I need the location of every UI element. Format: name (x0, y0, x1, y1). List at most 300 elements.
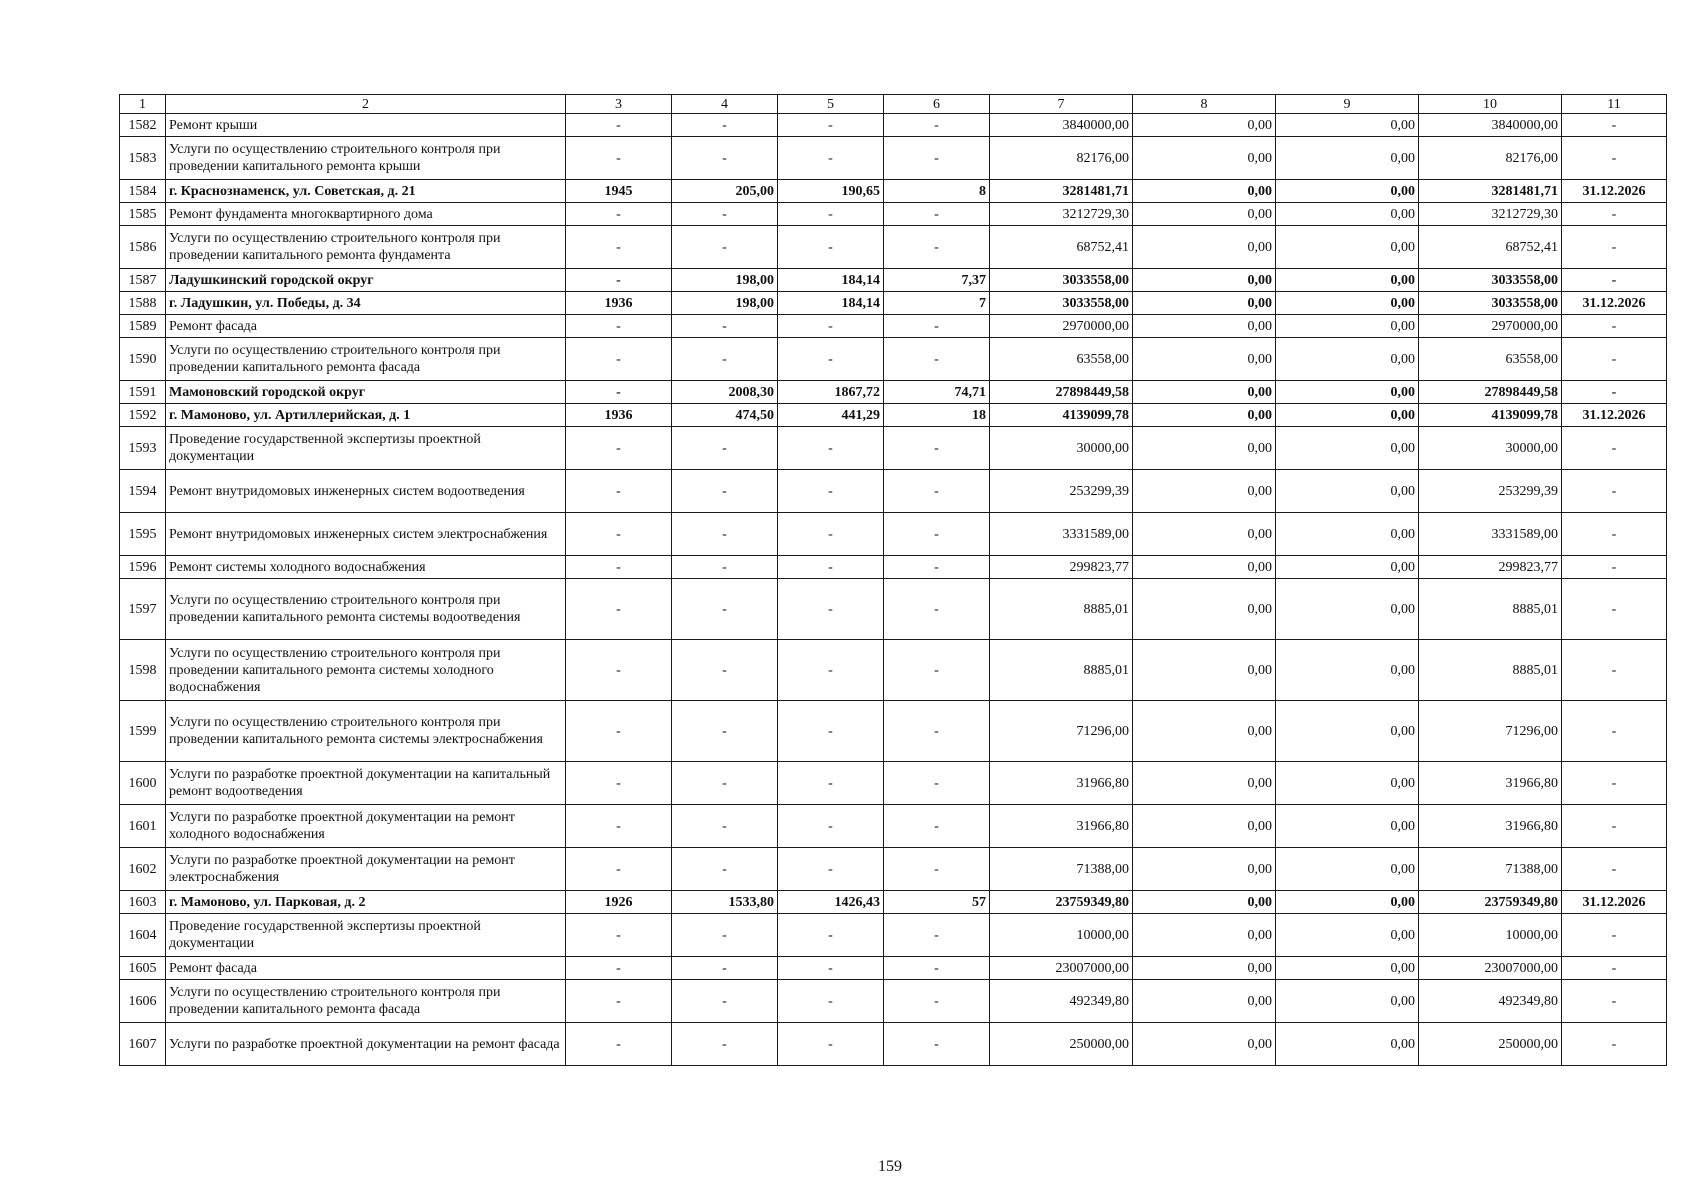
header-cell: 1 (120, 95, 166, 114)
build-year-cell: 1945 (566, 180, 672, 203)
living-area-cell: - (778, 701, 884, 762)
build-year-cell: - (566, 381, 672, 404)
table-row (120, 404, 1667, 427)
build-year-cell: - (566, 427, 672, 470)
cost-col-10-cell: 10000,00 (1419, 914, 1562, 957)
cost-total-cell: 31966,80 (990, 805, 1133, 848)
row-number-cell: 1590 (120, 338, 166, 381)
table-row (120, 762, 1667, 805)
table-row (120, 1023, 1667, 1066)
living-area-cell: - (778, 1023, 884, 1066)
cost-col-10-cell: 63558,00 (1419, 338, 1562, 381)
cost-total-cell: 3033558,00 (990, 269, 1133, 292)
cost-total-cell: 63558,00 (990, 338, 1133, 381)
work-name-cell: Услуги по разработке проектной документации на ремонт электроснабжения (166, 848, 566, 891)
table-row (120, 701, 1667, 762)
work-name-cell: г. Мамоново, ул. Парковая, д. 2 (166, 891, 566, 914)
row-number-cell: 1586 (120, 226, 166, 269)
work-name-cell: Ремонт крыши (166, 114, 566, 137)
row-number-cell: 1591 (120, 381, 166, 404)
cost-col-10-cell: 71296,00 (1419, 701, 1562, 762)
cost-col-10-cell: 250000,00 (1419, 1023, 1562, 1066)
residents-count-cell: - (884, 1023, 990, 1066)
living-area-cell: 184,14 (778, 269, 884, 292)
row-number-cell: 1601 (120, 805, 166, 848)
cost-col-9-cell: 0,00 (1276, 470, 1419, 513)
cost-total-cell: 71296,00 (990, 701, 1133, 762)
total-area-cell: 2008,30 (672, 381, 778, 404)
cost-col-9-cell: 0,00 (1276, 762, 1419, 805)
living-area-cell: - (778, 427, 884, 470)
total-area-cell: - (672, 914, 778, 957)
work-name-cell: Услуги по осуществлению строительного контроля при проведении капитального ремонта крыши (166, 137, 566, 180)
cost-col-8-cell: 0,00 (1133, 292, 1276, 315)
total-area-cell: - (672, 226, 778, 269)
cost-col-9-cell: 0,00 (1276, 513, 1419, 556)
table-row (120, 556, 1667, 579)
work-name-cell: г. Краснознаменск, ул. Советская, д. 21 (166, 180, 566, 203)
work-name-cell: Услуги по осуществлению строительного контроля при проведении капитального ремонта фундамента (166, 226, 566, 269)
deadline-cell: - (1562, 1023, 1667, 1066)
living-area-cell: - (778, 914, 884, 957)
cost-col-10-cell: 27898449,58 (1419, 381, 1562, 404)
cost-col-8-cell: 0,00 (1133, 427, 1276, 470)
residents-count-cell: - (884, 579, 990, 640)
total-area-cell: - (672, 848, 778, 891)
total-area-cell: - (672, 203, 778, 226)
build-year-cell: - (566, 1023, 672, 1066)
cost-col-8-cell: 0,00 (1133, 762, 1276, 805)
deadline-cell: - (1562, 640, 1667, 701)
deadline-cell: 31.12.2026 (1562, 292, 1667, 315)
build-year-cell: - (566, 315, 672, 338)
cost-col-9-cell: 0,00 (1276, 891, 1419, 914)
deadline-cell: - (1562, 957, 1667, 980)
living-area-cell: 184,14 (778, 292, 884, 315)
living-area-cell: 1867,72 (778, 381, 884, 404)
total-area-cell: - (672, 701, 778, 762)
build-year-cell: - (566, 338, 672, 381)
table-row (120, 957, 1667, 980)
build-year-cell: - (566, 848, 672, 891)
row-number-cell: 1589 (120, 315, 166, 338)
cost-total-cell: 30000,00 (990, 427, 1133, 470)
living-area-cell: - (778, 762, 884, 805)
cost-total-cell: 2970000,00 (990, 315, 1133, 338)
cost-col-8-cell: 0,00 (1133, 1023, 1276, 1066)
work-name-cell: Ремонт фундамента многоквартирного дома (166, 203, 566, 226)
table-row (120, 427, 1667, 470)
cost-col-10-cell: 31966,80 (1419, 805, 1562, 848)
work-name-cell: Ремонт внутридомовых инженерных систем водоотведения (166, 470, 566, 513)
build-year-cell: - (566, 269, 672, 292)
total-area-cell: - (672, 957, 778, 980)
cost-total-cell: 3281481,71 (990, 180, 1133, 203)
header-cell: 7 (990, 95, 1133, 114)
work-name-cell: Ремонт фасада (166, 315, 566, 338)
cost-col-9-cell: 0,00 (1276, 914, 1419, 957)
work-name-cell: Услуги по разработке проектной документации на ремонт фасада (166, 1023, 566, 1066)
row-number-cell: 1592 (120, 404, 166, 427)
row-number-cell: 1605 (120, 957, 166, 980)
cost-col-9-cell: 0,00 (1276, 980, 1419, 1023)
cost-col-9-cell: 0,00 (1276, 137, 1419, 180)
cost-total-cell: 10000,00 (990, 914, 1133, 957)
living-area-cell: - (778, 579, 884, 640)
work-name-cell: Услуги по осуществлению строительного контроля при проведении капитального ремонта системы холодного водоснабжения (166, 640, 566, 701)
work-name-cell: Проведение государственной экспертизы проектной документации (166, 427, 566, 470)
build-year-cell: - (566, 805, 672, 848)
deadline-cell: - (1562, 914, 1667, 957)
cost-total-cell: 27898449,58 (990, 381, 1133, 404)
cost-total-cell: 71388,00 (990, 848, 1133, 891)
deadline-cell: - (1562, 315, 1667, 338)
build-year-cell: - (566, 203, 672, 226)
cost-col-8-cell: 0,00 (1133, 338, 1276, 381)
work-name-cell: Ремонт фасада (166, 957, 566, 980)
cost-col-9-cell: 0,00 (1276, 381, 1419, 404)
total-area-cell: - (672, 556, 778, 579)
residents-count-cell: - (884, 226, 990, 269)
cost-col-10-cell: 3840000,00 (1419, 114, 1562, 137)
table-row (120, 470, 1667, 513)
living-area-cell: - (778, 338, 884, 381)
header-cell: 5 (778, 95, 884, 114)
table-row (120, 980, 1667, 1023)
table-row (120, 513, 1667, 556)
cost-col-8-cell: 0,00 (1133, 891, 1276, 914)
living-area-cell: - (778, 114, 884, 137)
header-cell: 2 (166, 95, 566, 114)
cost-col-10-cell: 71388,00 (1419, 848, 1562, 891)
deadline-cell: - (1562, 381, 1667, 404)
living-area-cell: - (778, 805, 884, 848)
cost-col-10-cell: 23759349,80 (1419, 891, 1562, 914)
residents-count-cell: - (884, 338, 990, 381)
row-number-cell: 1599 (120, 701, 166, 762)
table-row (120, 381, 1667, 404)
table-row (120, 180, 1667, 203)
table-row (120, 114, 1667, 137)
deadline-cell: - (1562, 338, 1667, 381)
row-number-cell: 1597 (120, 579, 166, 640)
cost-total-cell: 23007000,00 (990, 957, 1133, 980)
build-year-cell: - (566, 701, 672, 762)
cost-total-cell: 82176,00 (990, 137, 1133, 180)
build-year-cell: - (566, 556, 672, 579)
residents-count-cell: - (884, 762, 990, 805)
cost-col-9-cell: 0,00 (1276, 404, 1419, 427)
header-cell: 9 (1276, 95, 1419, 114)
residents-count-cell: - (884, 805, 990, 848)
row-number-cell: 1602 (120, 848, 166, 891)
cost-col-8-cell: 0,00 (1133, 848, 1276, 891)
residents-count-cell: 74,71 (884, 381, 990, 404)
works-table (119, 94, 1667, 1066)
total-area-cell: 1533,80 (672, 891, 778, 914)
table-row (120, 640, 1667, 701)
living-area-cell: - (778, 315, 884, 338)
build-year-cell: 1926 (566, 891, 672, 914)
row-number-cell: 1587 (120, 269, 166, 292)
row-number-cell: 1604 (120, 914, 166, 957)
cost-col-9-cell: 0,00 (1276, 269, 1419, 292)
total-area-cell: - (672, 513, 778, 556)
cost-col-9-cell: 0,00 (1276, 957, 1419, 980)
residents-count-cell: 8 (884, 180, 990, 203)
residents-count-cell: - (884, 513, 990, 556)
total-area-cell: - (672, 762, 778, 805)
cost-col-10-cell: 82176,00 (1419, 137, 1562, 180)
cost-col-10-cell: 4139099,78 (1419, 404, 1562, 427)
cost-col-8-cell: 0,00 (1133, 114, 1276, 137)
residents-count-cell: - (884, 556, 990, 579)
cost-total-cell: 4139099,78 (990, 404, 1133, 427)
cost-col-9-cell: 0,00 (1276, 579, 1419, 640)
header-row (120, 95, 1667, 114)
deadline-cell: - (1562, 137, 1667, 180)
residents-count-cell: - (884, 114, 990, 137)
cost-col-10-cell: 3212729,30 (1419, 203, 1562, 226)
cost-col-10-cell: 30000,00 (1419, 427, 1562, 470)
row-number-cell: 1583 (120, 137, 166, 180)
total-area-cell: - (672, 315, 778, 338)
living-area-cell: - (778, 470, 884, 513)
cost-total-cell: 8885,01 (990, 640, 1133, 701)
total-area-cell: - (672, 470, 778, 513)
table-row (120, 315, 1667, 338)
residents-count-cell: - (884, 203, 990, 226)
cost-col-9-cell: 0,00 (1276, 848, 1419, 891)
build-year-cell: - (566, 513, 672, 556)
work-name-cell: Услуги по осуществлению строительного контроля при проведении капитального ремонта фасада (166, 980, 566, 1023)
row-number-cell: 1603 (120, 891, 166, 914)
header-cell: 8 (1133, 95, 1276, 114)
build-year-cell: 1936 (566, 404, 672, 427)
cost-col-8-cell: 0,00 (1133, 579, 1276, 640)
cost-col-9-cell: 0,00 (1276, 338, 1419, 381)
living-area-cell: 1426,43 (778, 891, 884, 914)
work-name-cell: Ремонт системы холодного водоснабжения (166, 556, 566, 579)
build-year-cell: - (566, 226, 672, 269)
residents-count-cell: 57 (884, 891, 990, 914)
cost-total-cell: 68752,41 (990, 226, 1133, 269)
header-cell: 3 (566, 95, 672, 114)
table-row (120, 914, 1667, 957)
deadline-cell: - (1562, 427, 1667, 470)
build-year-cell: 1936 (566, 292, 672, 315)
cost-col-9-cell: 0,00 (1276, 640, 1419, 701)
deadline-cell: 31.12.2026 (1562, 404, 1667, 427)
living-area-cell: - (778, 957, 884, 980)
total-area-cell: - (672, 114, 778, 137)
row-number-cell: 1595 (120, 513, 166, 556)
living-area-cell: - (778, 980, 884, 1023)
residents-count-cell: 7 (884, 292, 990, 315)
build-year-cell: - (566, 762, 672, 805)
work-name-cell: Услуги по разработке проектной документации на ремонт холодного водоснабжения (166, 805, 566, 848)
cost-col-8-cell: 0,00 (1133, 513, 1276, 556)
cost-col-10-cell: 3033558,00 (1419, 292, 1562, 315)
cost-col-10-cell: 299823,77 (1419, 556, 1562, 579)
build-year-cell: - (566, 914, 672, 957)
deadline-cell: - (1562, 513, 1667, 556)
work-name-cell: г. Ладушкин, ул. Победы, д. 34 (166, 292, 566, 315)
build-year-cell: - (566, 579, 672, 640)
work-name-cell: Проведение государственной экспертизы проектной документации (166, 914, 566, 957)
cost-col-8-cell: 0,00 (1133, 226, 1276, 269)
living-area-cell: - (778, 848, 884, 891)
cost-col-9-cell: 0,00 (1276, 427, 1419, 470)
living-area-cell: - (778, 137, 884, 180)
cost-col-8-cell: 0,00 (1133, 640, 1276, 701)
deadline-cell: - (1562, 203, 1667, 226)
table-row (120, 203, 1667, 226)
total-area-cell: 474,50 (672, 404, 778, 427)
residents-count-cell: - (884, 137, 990, 180)
living-area-cell: - (778, 513, 884, 556)
cost-col-10-cell: 23007000,00 (1419, 957, 1562, 980)
deadline-cell: - (1562, 269, 1667, 292)
residents-count-cell: - (884, 914, 990, 957)
table-row (120, 137, 1667, 180)
cost-col-9-cell: 0,00 (1276, 556, 1419, 579)
table-row (120, 891, 1667, 914)
cost-total-cell: 3212729,30 (990, 203, 1133, 226)
table-row (120, 292, 1667, 315)
cost-col-8-cell: 0,00 (1133, 180, 1276, 203)
header-cell: 6 (884, 95, 990, 114)
cost-col-9-cell: 0,00 (1276, 203, 1419, 226)
cost-col-9-cell: 0,00 (1276, 226, 1419, 269)
table-row (120, 848, 1667, 891)
build-year-cell: - (566, 957, 672, 980)
residents-count-cell: - (884, 848, 990, 891)
table-row (120, 269, 1667, 292)
cost-col-8-cell: 0,00 (1133, 203, 1276, 226)
cost-col-8-cell: 0,00 (1133, 381, 1276, 404)
cost-col-10-cell: 492349,80 (1419, 980, 1562, 1023)
deadline-cell: - (1562, 762, 1667, 805)
table-row (120, 338, 1667, 381)
work-name-cell: Услуги по осуществлению строительного контроля при проведении капитального ремонта системы водоотведения (166, 579, 566, 640)
residents-count-cell: - (884, 315, 990, 338)
total-area-cell: - (672, 338, 778, 381)
header-cell: 10 (1419, 95, 1562, 114)
row-number-cell: 1582 (120, 114, 166, 137)
cost-total-cell: 23759349,80 (990, 891, 1133, 914)
cost-total-cell: 8885,01 (990, 579, 1133, 640)
cost-col-9-cell: 0,00 (1276, 180, 1419, 203)
deadline-cell: - (1562, 579, 1667, 640)
total-area-cell: - (672, 427, 778, 470)
living-area-cell: - (778, 640, 884, 701)
total-area-cell: - (672, 579, 778, 640)
header-cell: 11 (1562, 95, 1667, 114)
deadline-cell: 31.12.2026 (1562, 180, 1667, 203)
row-number-cell: 1600 (120, 762, 166, 805)
page-number: 159 (878, 1158, 902, 1175)
row-number-cell: 1584 (120, 180, 166, 203)
table-row (120, 226, 1667, 269)
residents-count-cell: - (884, 980, 990, 1023)
cost-col-8-cell: 0,00 (1133, 470, 1276, 513)
cost-total-cell: 250000,00 (990, 1023, 1133, 1066)
cost-col-8-cell: 0,00 (1133, 957, 1276, 980)
cost-col-8-cell: 0,00 (1133, 805, 1276, 848)
cost-col-10-cell: 3331589,00 (1419, 513, 1562, 556)
work-name-cell: Ремонт внутридомовых инженерных систем электроснабжения (166, 513, 566, 556)
total-area-cell: - (672, 640, 778, 701)
cost-col-9-cell: 0,00 (1276, 701, 1419, 762)
row-number-cell: 1606 (120, 980, 166, 1023)
total-area-cell: - (672, 980, 778, 1023)
deadline-cell: - (1562, 701, 1667, 762)
row-number-cell: 1596 (120, 556, 166, 579)
work-name-cell: г. Мамоново, ул. Артиллерийская, д. 1 (166, 404, 566, 427)
cost-col-9-cell: 0,00 (1276, 315, 1419, 338)
residents-count-cell: - (884, 701, 990, 762)
deadline-cell: 31.12.2026 (1562, 891, 1667, 914)
living-area-cell: - (778, 556, 884, 579)
cost-col-8-cell: 0,00 (1133, 269, 1276, 292)
cost-total-cell: 299823,77 (990, 556, 1133, 579)
cost-col-9-cell: 0,00 (1276, 805, 1419, 848)
residents-count-cell: - (884, 640, 990, 701)
living-area-cell: 190,65 (778, 180, 884, 203)
cost-col-10-cell: 3281481,71 (1419, 180, 1562, 203)
build-year-cell: - (566, 470, 672, 513)
cost-col-9-cell: 0,00 (1276, 114, 1419, 137)
total-area-cell: 198,00 (672, 269, 778, 292)
total-area-cell: 198,00 (672, 292, 778, 315)
cost-col-9-cell: 0,00 (1276, 292, 1419, 315)
work-name-cell: Услуги по осуществлению строительного контроля при проведении капитального ремонта фасада (166, 338, 566, 381)
work-name-cell: Ладушкинский городской округ (166, 269, 566, 292)
work-name-cell: Мамоновский городской округ (166, 381, 566, 404)
residents-count-cell: - (884, 427, 990, 470)
cost-col-10-cell: 31966,80 (1419, 762, 1562, 805)
deadline-cell: - (1562, 114, 1667, 137)
residents-count-cell: - (884, 470, 990, 513)
cost-col-8-cell: 0,00 (1133, 556, 1276, 579)
deadline-cell: - (1562, 226, 1667, 269)
cost-col-10-cell: 8885,01 (1419, 579, 1562, 640)
cost-total-cell: 3033558,00 (990, 292, 1133, 315)
deadline-cell: - (1562, 980, 1667, 1023)
row-number-cell: 1588 (120, 292, 166, 315)
living-area-cell: - (778, 226, 884, 269)
build-year-cell: - (566, 980, 672, 1023)
deadline-cell: - (1562, 556, 1667, 579)
cost-total-cell: 31966,80 (990, 762, 1133, 805)
living-area-cell: - (778, 203, 884, 226)
table-row (120, 805, 1667, 848)
cost-total-cell: 492349,80 (990, 980, 1133, 1023)
cost-col-10-cell: 2970000,00 (1419, 315, 1562, 338)
cost-col-10-cell: 3033558,00 (1419, 269, 1562, 292)
cost-col-10-cell: 8885,01 (1419, 640, 1562, 701)
cost-total-cell: 253299,39 (990, 470, 1133, 513)
row-number-cell: 1593 (120, 427, 166, 470)
build-year-cell: - (566, 137, 672, 180)
row-number-cell: 1598 (120, 640, 166, 701)
cost-col-8-cell: 0,00 (1133, 404, 1276, 427)
total-area-cell: 205,00 (672, 180, 778, 203)
cost-total-cell: 3840000,00 (990, 114, 1133, 137)
work-name-cell: Услуги по разработке проектной документации на капитальный ремонт водоотведения (166, 762, 566, 805)
residents-count-cell: 7,37 (884, 269, 990, 292)
